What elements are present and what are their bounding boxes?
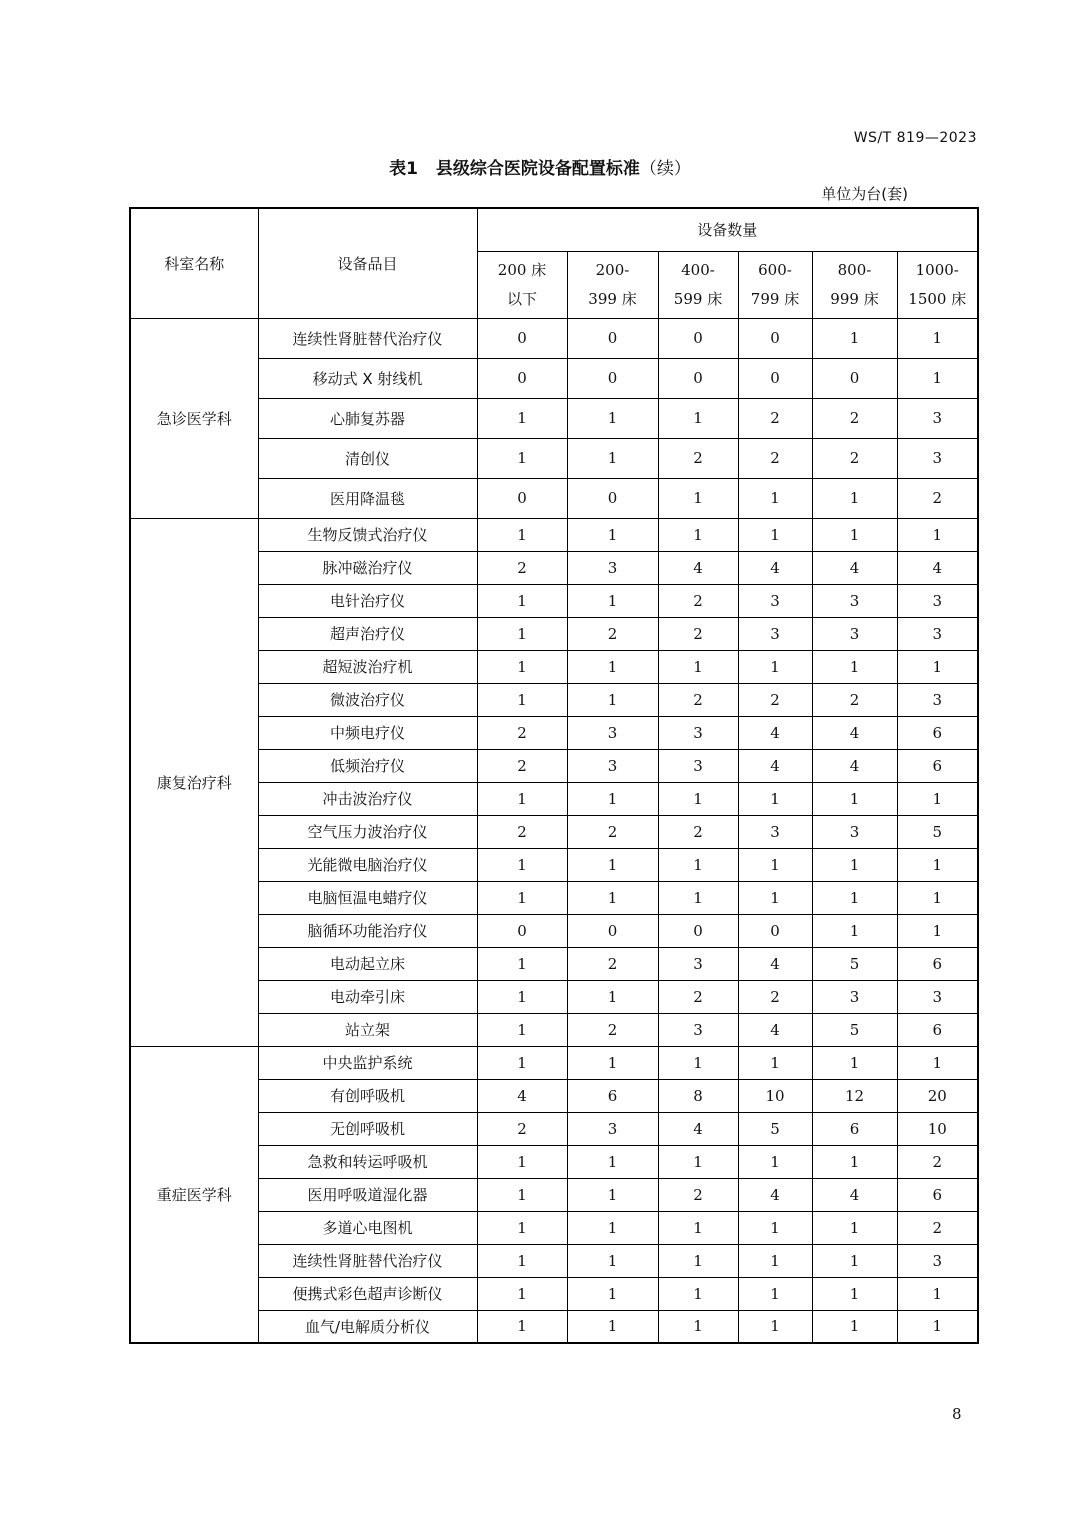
table-row	[130, 716, 978, 749]
quantity-cell: 3	[658, 749, 738, 782]
quantity-cell: 1	[477, 1178, 567, 1211]
quantity-cell: 6	[897, 947, 978, 980]
table-row	[130, 980, 978, 1013]
quantity-cell: 1	[897, 1046, 978, 1079]
table-row	[130, 1211, 978, 1244]
quantity-cell: 2	[658, 584, 738, 617]
quantity-cell: 1	[477, 1145, 567, 1178]
quantity-cell: 3	[658, 947, 738, 980]
quantity-cell: 3	[812, 815, 897, 848]
quantity-cell: 1	[738, 1211, 812, 1244]
quantity-cell: 4	[812, 716, 897, 749]
table-row	[130, 478, 978, 518]
quantity-cell: 2	[897, 478, 978, 518]
quantity-cell: 1	[658, 1310, 738, 1343]
table-title: 县级综合医院设备配置标准	[435, 159, 640, 179]
table-row	[130, 617, 978, 650]
quantity-cell: 3	[567, 1112, 658, 1145]
department-name: 重症医学科	[130, 1046, 258, 1343]
quantity-cell: 0	[738, 914, 812, 947]
quantity-cell: 0	[812, 358, 897, 398]
table-row	[130, 1145, 978, 1178]
quantity-cell: 1	[658, 881, 738, 914]
equipment-item: 站立架	[258, 1013, 477, 1046]
table-row	[130, 1244, 978, 1277]
quantity-cell: 1	[897, 1310, 978, 1343]
quantity-cell: 3	[567, 749, 658, 782]
quantity-cell: 12	[812, 1079, 897, 1112]
quantity-cell: 1	[738, 518, 812, 551]
header-beds-0: 200 床 以下	[477, 251, 567, 318]
quantity-cell: 2	[477, 716, 567, 749]
quantity-cell: 1	[897, 318, 978, 358]
quantity-cell: 1	[567, 1145, 658, 1178]
header-beds-3: 600- 799 床	[738, 251, 812, 318]
table-row	[130, 881, 978, 914]
table-row	[130, 749, 978, 782]
quantity-cell: 1	[567, 584, 658, 617]
quantity-cell: 0	[567, 318, 658, 358]
equipment-item: 清创仪	[258, 438, 477, 478]
quantity-cell: 2	[658, 683, 738, 716]
quantity-cell: 1	[477, 617, 567, 650]
quantity-cell: 2	[567, 947, 658, 980]
quantity-cell: 4	[897, 551, 978, 584]
table-caption	[0, 154, 1080, 179]
quantity-cell: 4	[812, 1178, 897, 1211]
quantity-cell: 0	[567, 914, 658, 947]
quantity-cell: 1	[812, 914, 897, 947]
quantity-cell: 1	[567, 848, 658, 881]
equipment-table	[129, 207, 979, 1344]
quantity-cell: 1	[567, 518, 658, 551]
quantity-cell: 3	[658, 1013, 738, 1046]
equipment-item: 脉冲磁治疗仪	[258, 551, 477, 584]
equipment-item: 脑循环功能治疗仪	[258, 914, 477, 947]
equipment-item: 超声治疗仪	[258, 617, 477, 650]
equipment-item: 无创呼吸机	[258, 1112, 477, 1145]
page-number: 8	[952, 1405, 962, 1423]
equipment-item: 连续性肾脏替代治疗仪	[258, 1244, 477, 1277]
table-row	[130, 398, 978, 438]
quantity-cell: 0	[567, 478, 658, 518]
quantity-cell: 3	[812, 980, 897, 1013]
quantity-cell: 1	[738, 1046, 812, 1079]
equipment-item: 便携式彩色超声诊断仪	[258, 1277, 477, 1310]
quantity-cell: 3	[897, 1244, 978, 1277]
table-row	[130, 1178, 978, 1211]
quantity-cell: 1	[567, 1277, 658, 1310]
header-row-1	[130, 208, 978, 251]
header-beds-4: 800- 999 床	[812, 251, 897, 318]
quantity-cell: 2	[567, 617, 658, 650]
quantity-cell: 1	[477, 947, 567, 980]
quantity-cell: 2	[567, 815, 658, 848]
quantity-cell: 2	[658, 438, 738, 478]
equipment-item: 血气/电解质分析仪	[258, 1310, 477, 1343]
quantity-cell: 1	[477, 848, 567, 881]
equipment-item: 电针治疗仪	[258, 584, 477, 617]
quantity-cell: 5	[812, 1013, 897, 1046]
equipment-item: 微波治疗仪	[258, 683, 477, 716]
equipment-item: 急救和转运呼吸机	[258, 1145, 477, 1178]
quantity-cell: 2	[812, 438, 897, 478]
quantity-cell: 3	[812, 584, 897, 617]
table-row	[130, 1277, 978, 1310]
quantity-cell: 1	[477, 683, 567, 716]
table-row	[130, 584, 978, 617]
quantity-cell: 4	[477, 1079, 567, 1112]
quantity-cell: 20	[897, 1079, 978, 1112]
quantity-cell: 1	[738, 782, 812, 815]
quantity-cell: 2	[658, 815, 738, 848]
table-row	[130, 914, 978, 947]
quantity-cell: 8	[658, 1079, 738, 1112]
quantity-cell: 1	[567, 683, 658, 716]
quantity-cell: 1	[812, 1277, 897, 1310]
quantity-cell: 1	[812, 650, 897, 683]
equipment-item: 生物反馈式治疗仪	[258, 518, 477, 551]
quantity-cell: 1	[477, 1310, 567, 1343]
quantity-cell: 2	[738, 438, 812, 478]
quantity-cell: 1	[567, 438, 658, 478]
quantity-cell: 3	[738, 584, 812, 617]
quantity-cell: 5	[738, 1112, 812, 1145]
quantity-cell: 1	[658, 478, 738, 518]
quantity-cell: 0	[477, 914, 567, 947]
quantity-cell: 1	[658, 1046, 738, 1079]
standard-code: WS/T 819—2023	[853, 130, 977, 146]
quantity-cell: 2	[897, 1145, 978, 1178]
equipment-item: 有创呼吸机	[258, 1079, 477, 1112]
quantity-cell: 1	[477, 782, 567, 815]
quantity-cell: 1	[567, 782, 658, 815]
quantity-cell: 1	[738, 1310, 812, 1343]
quantity-cell: 1	[897, 518, 978, 551]
quantity-cell: 1	[567, 1046, 658, 1079]
quantity-cell: 2	[658, 980, 738, 1013]
quantity-cell: 1	[658, 782, 738, 815]
quantity-cell: 1	[477, 1046, 567, 1079]
table-row	[130, 947, 978, 980]
quantity-cell: 1	[567, 881, 658, 914]
quantity-cell: 1	[477, 1211, 567, 1244]
quantity-cell: 6	[897, 1178, 978, 1211]
quantity-cell: 1	[897, 650, 978, 683]
table-row	[130, 438, 978, 478]
quantity-cell: 3	[897, 584, 978, 617]
quantity-cell: 1	[897, 881, 978, 914]
quantity-cell: 3	[897, 438, 978, 478]
equipment-item: 心肺复苏器	[258, 398, 477, 438]
quantity-cell: 1	[738, 881, 812, 914]
quantity-cell: 1	[897, 914, 978, 947]
quantity-cell: 3	[738, 815, 812, 848]
quantity-cell: 10	[738, 1079, 812, 1112]
quantity-cell: 4	[738, 716, 812, 749]
quantity-cell: 1	[567, 1211, 658, 1244]
table-row	[130, 683, 978, 716]
quantity-cell: 2	[477, 1112, 567, 1145]
quantity-cell: 1	[812, 318, 897, 358]
table-body	[130, 318, 978, 1343]
quantity-cell: 6	[897, 749, 978, 782]
quantity-cell: 0	[477, 318, 567, 358]
quantity-cell: 0	[477, 478, 567, 518]
table-row	[130, 1079, 978, 1112]
quantity-cell: 1	[567, 980, 658, 1013]
quantity-cell: 1	[738, 1244, 812, 1277]
quantity-cell: 3	[567, 716, 658, 749]
quantity-cell: 4	[738, 551, 812, 584]
department-name: 康复治疗科	[130, 518, 258, 1046]
equipment-item: 医用呼吸道湿化器	[258, 1178, 477, 1211]
equipment-item: 电动起立床	[258, 947, 477, 980]
quantity-cell: 2	[738, 980, 812, 1013]
quantity-cell: 0	[738, 318, 812, 358]
table-row	[130, 318, 978, 358]
quantity-cell: 1	[477, 1013, 567, 1046]
quantity-cell: 1	[658, 1244, 738, 1277]
equipment-item: 超短波治疗机	[258, 650, 477, 683]
quantity-cell: 6	[567, 1079, 658, 1112]
quantity-cell: 1	[738, 848, 812, 881]
table-number: 表1	[389, 159, 418, 179]
equipment-item: 冲击波治疗仪	[258, 782, 477, 815]
table-row	[130, 518, 978, 551]
quantity-cell: 1	[812, 782, 897, 815]
quantity-cell: 0	[658, 318, 738, 358]
quantity-cell: 1	[658, 650, 738, 683]
quantity-cell: 4	[738, 1178, 812, 1211]
department-name: 急诊医学科	[130, 318, 258, 518]
quantity-cell: 6	[897, 716, 978, 749]
equipment-item: 医用降温毯	[258, 478, 477, 518]
quantity-cell: 2	[738, 398, 812, 438]
table-row	[130, 815, 978, 848]
quantity-cell: 1	[738, 1277, 812, 1310]
quantity-cell: 1	[812, 478, 897, 518]
quantity-cell: 6	[812, 1112, 897, 1145]
quantity-cell: 2	[658, 617, 738, 650]
table-row	[130, 1112, 978, 1145]
quantity-cell: 1	[477, 398, 567, 438]
quantity-cell: 0	[567, 358, 658, 398]
quantity-cell: 1	[738, 1145, 812, 1178]
quantity-cell: 1	[477, 584, 567, 617]
quantity-cell: 2	[738, 683, 812, 716]
quantity-cell: 1	[812, 881, 897, 914]
quantity-cell: 1	[897, 782, 978, 815]
table-row	[130, 1046, 978, 1079]
quantity-cell: 3	[897, 980, 978, 1013]
equipment-item: 中央监护系统	[258, 1046, 477, 1079]
quantity-cell: 2	[477, 749, 567, 782]
quantity-cell: 1	[812, 1145, 897, 1178]
quantity-cell: 0	[658, 914, 738, 947]
quantity-cell: 1	[812, 1211, 897, 1244]
quantity-cell: 1	[477, 980, 567, 1013]
quantity-cell: 1	[812, 1310, 897, 1343]
quantity-cell: 1	[812, 848, 897, 881]
quantity-cell: 1	[477, 1277, 567, 1310]
equipment-item: 电动牵引床	[258, 980, 477, 1013]
quantity-cell: 2	[658, 1178, 738, 1211]
equipment-item: 光能微电脑治疗仪	[258, 848, 477, 881]
quantity-cell: 1	[897, 358, 978, 398]
quantity-cell: 2	[477, 551, 567, 584]
header-beds-2: 400- 599 床	[658, 251, 738, 318]
quantity-cell: 3	[658, 716, 738, 749]
quantity-cell: 2	[567, 1013, 658, 1046]
quantity-cell: 4	[738, 749, 812, 782]
quantity-cell: 1	[738, 650, 812, 683]
quantity-cell: 1	[477, 438, 567, 478]
quantity-cell: 4	[812, 551, 897, 584]
quantity-cell: 6	[897, 1013, 978, 1046]
quantity-cell: 1	[897, 848, 978, 881]
table-row	[130, 551, 978, 584]
table-row	[130, 782, 978, 815]
quantity-cell: 2	[477, 815, 567, 848]
quantity-cell: 5	[812, 947, 897, 980]
quantity-cell: 4	[738, 947, 812, 980]
quantity-cell: 1	[658, 1211, 738, 1244]
quantity-cell: 1	[477, 518, 567, 551]
quantity-cell: 2	[812, 398, 897, 438]
table-row	[130, 358, 978, 398]
quantity-cell: 1	[658, 848, 738, 881]
equipment-item: 低频治疗仪	[258, 749, 477, 782]
quantity-cell: 3	[812, 617, 897, 650]
header-item: 设备品目	[258, 208, 477, 318]
table-continued-mark: （续）	[639, 159, 691, 179]
quantity-cell: 3	[897, 617, 978, 650]
header-beds-1: 200- 399 床	[567, 251, 658, 318]
quantity-cell: 0	[738, 358, 812, 398]
equipment-item: 连续性肾脏替代治疗仪	[258, 318, 477, 358]
quantity-cell: 1	[477, 881, 567, 914]
quantity-cell: 0	[658, 358, 738, 398]
quantity-cell: 3	[897, 683, 978, 716]
equipment-item: 移动式 X 射线机	[258, 358, 477, 398]
table-row	[130, 1310, 978, 1343]
quantity-cell: 1	[477, 1244, 567, 1277]
quantity-cell: 3	[738, 617, 812, 650]
header-quantity-group: 设备数量	[477, 208, 978, 251]
quantity-cell: 3	[567, 551, 658, 584]
quantity-cell: 1	[477, 650, 567, 683]
quantity-cell: 1	[897, 1277, 978, 1310]
quantity-cell: 1	[812, 1244, 897, 1277]
quantity-cell: 1	[567, 650, 658, 683]
quantity-cell: 1	[567, 398, 658, 438]
quantity-cell: 1	[567, 1178, 658, 1211]
quantity-cell: 2	[812, 683, 897, 716]
header-beds-5: 1000- 1500 床	[897, 251, 978, 318]
quantity-cell: 5	[897, 815, 978, 848]
table-row	[130, 650, 978, 683]
quantity-cell: 1	[658, 1145, 738, 1178]
quantity-cell: 1	[738, 478, 812, 518]
quantity-cell: 4	[812, 749, 897, 782]
equipment-item: 多道心电图机	[258, 1211, 477, 1244]
equipment-item: 空气压力波治疗仪	[258, 815, 477, 848]
quantity-cell: 2	[897, 1211, 978, 1244]
quantity-cell: 4	[738, 1013, 812, 1046]
quantity-cell: 4	[658, 551, 738, 584]
unit-note: 单位为台(套)	[821, 185, 908, 203]
header-department: 科室名称	[130, 208, 258, 318]
quantity-cell: 10	[897, 1112, 978, 1145]
quantity-cell: 1	[658, 398, 738, 438]
quantity-cell: 0	[477, 358, 567, 398]
quantity-cell: 4	[658, 1112, 738, 1145]
quantity-cell: 1	[658, 1277, 738, 1310]
quantity-cell: 3	[897, 398, 978, 438]
quantity-cell: 1	[812, 1046, 897, 1079]
quantity-cell: 1	[812, 518, 897, 551]
equipment-item: 中频电疗仪	[258, 716, 477, 749]
quantity-cell: 1	[567, 1244, 658, 1277]
table-row	[130, 848, 978, 881]
quantity-cell: 1	[567, 1310, 658, 1343]
equipment-item: 电脑恒温电蜡疗仪	[258, 881, 477, 914]
quantity-cell: 1	[658, 518, 738, 551]
table-row	[130, 1013, 978, 1046]
